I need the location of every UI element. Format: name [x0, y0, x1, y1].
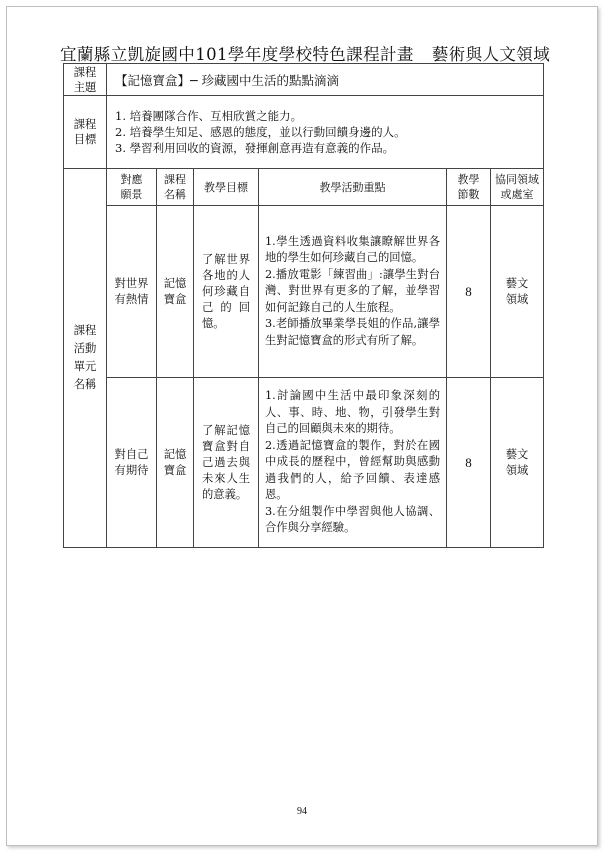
goal-item: 2. 培養學生知足、感恩的態度，並以行動回饋身邊的人。: [115, 125, 406, 139]
activities-cell: [259, 206, 447, 378]
goal-item: 1. 培養團隊合作、互相欣賞之能力。: [115, 109, 303, 123]
goals-list: [107, 96, 544, 169]
table-row: [64, 206, 544, 378]
goals-row: [64, 96, 544, 169]
document-header: [60, 41, 550, 65]
topic-row: [64, 64, 544, 96]
activity-item: 2.透過記憶寶盒的製作，對於在國中成長的歷程中，曾經幫助與感動過我們的人，給予回饋、表達感恩。: [265, 438, 440, 502]
col-course-header: 課程名稱: [157, 169, 194, 206]
col-periods-header: 教學節數: [447, 169, 491, 206]
activity-item: 3.老師播放畢業學長姐的作品,讓學生對記憶寶盒的形式有所了解。: [265, 317, 440, 347]
coop-cell: 藝文領域: [491, 206, 544, 378]
col-activities-header: 教學活動重點: [259, 169, 447, 206]
page-number: 94: [297, 806, 307, 817]
col-objective-header: 教學目標: [194, 169, 259, 206]
periods-cell: 8: [447, 378, 491, 548]
objective-cell: 了解世界各地的人何珍藏自己的回憶。: [194, 206, 259, 378]
col-scenario-header: 對應願景: [107, 169, 157, 206]
course-cell: 記憶寶盒: [157, 206, 194, 378]
course-cell: 記憶寶盒: [157, 378, 194, 548]
objective-cell: 了解記憶寶盒對自己過去與未來人生的意義。: [194, 378, 259, 548]
activity-item: 1.討論國中生活中最印象深刻的人、事、時、地、物，引發學生對自己的回顧與未來的期待。: [265, 389, 440, 436]
activity-item: 1.學生透過資料收集讓瞭解世界各地的學生如何珍藏自己的回憶。: [265, 234, 440, 265]
scenario-cell: 對自己有期待: [107, 378, 157, 548]
column-header-row: [64, 169, 544, 206]
units-label: 課程活動單元名稱: [64, 169, 107, 548]
scenario-cell: 對世界有熱情: [107, 206, 157, 378]
activity-item: 2.播放電影「練習曲」:讓學生對台灣、對世界有更多的了解，並學習如何記錄自己的人生旅程。: [265, 267, 440, 314]
activities-cell: [259, 378, 447, 548]
page-title: 宜蘭縣立凱旋國中101學年度學校特色課程計畫: [60, 45, 414, 64]
topic-label: 課程主題: [64, 64, 107, 96]
goal-item: 3. 學習利用回收的資源，發揮創意再造有意義的作品。: [115, 141, 395, 155]
goals-label: 課程目標: [64, 96, 107, 169]
coop-cell: 藝文領域: [491, 378, 544, 548]
table-row: [64, 378, 544, 548]
periods-cell: 8: [447, 206, 491, 378]
subject-field: 藝術與人文領域: [431, 45, 551, 64]
course-plan-table: [63, 63, 544, 548]
col-coop-header: 協同領域或處室: [491, 169, 544, 206]
topic-value: 【記憶寶盒】─ 珍藏國中生活的點點滴滴: [107, 64, 544, 96]
activity-item: 3.在分組製作中學習與他人協調、合作與分享經驗。: [265, 504, 440, 535]
